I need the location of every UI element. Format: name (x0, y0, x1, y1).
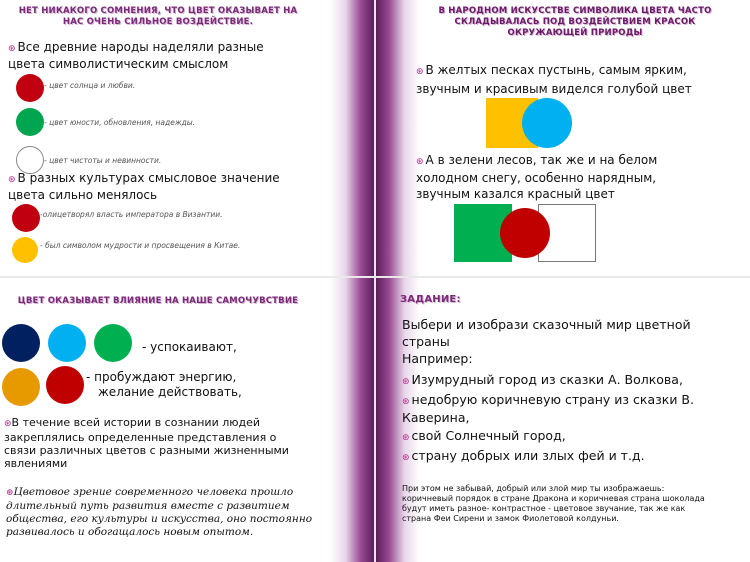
bullet-text: Все древние народы наделяли разные цвета символистическим смыслом (8, 40, 264, 71)
red-circle-2 (12, 204, 40, 232)
yellow-note: - был символом мудрости и просвещения в Китае. (40, 241, 241, 250)
white-note: - цвет чистоты и невинности. (44, 156, 162, 165)
bullet-cultures (8, 171, 298, 203)
slide-task (376, 278, 750, 562)
bullet-text: В разных культурах смысловое значение цвета сильно менялось (8, 171, 280, 202)
bullet-ancient-peoples (8, 40, 298, 72)
orange-circle (2, 368, 40, 406)
bullet-history (4, 416, 309, 470)
color-vision-text (6, 486, 316, 539)
list-item-text: недобрую коричневую страну из сказки В. Каверина, (402, 392, 694, 425)
bullet-text: В течение всей истории в сознании людей закреплялись определенные представления о связи различных цветов с разными жизненными явлениями (4, 416, 289, 470)
task-line-1: Выбери и изобрази сказочный мир цветной страны (402, 317, 691, 349)
bullet-marker-icon: ⊛ (8, 175, 16, 185)
green-note: - цвет юности, обновления, надежды. (44, 118, 196, 127)
slide-folk-art (376, 0, 750, 276)
list-item-text: страну добрых или злых фей и т.д. (411, 448, 645, 463)
slide-symbolism (0, 0, 374, 276)
list-item (402, 392, 702, 426)
bullet-deserts (416, 62, 706, 98)
green-circle (94, 324, 132, 362)
bullet-marker-icon: ⊛ (402, 397, 410, 407)
list-item (402, 428, 702, 446)
slide-title: НЕТ НИКАКОГО СОМНЕНИЯ, ЧТО ЦВЕТ ОКАЗЫВАЕТ НА НАС ОЧЕНЬ СИЛЬНОЕ ВОЗДЕЙСТВИЕ. (18, 6, 298, 27)
decorative-band (330, 0, 374, 276)
list-item-text: Изумрудный город из сказки А. Волкова, (411, 372, 683, 387)
red-circle (16, 74, 44, 102)
slide-title: ЗАДАНИЕ: (400, 294, 461, 305)
bullet-forests (416, 152, 706, 202)
green-circle (16, 108, 44, 136)
red-note: - цвет солнца и любви. (44, 81, 136, 90)
calm-label: - успокаивают, (142, 340, 237, 354)
list-item (402, 372, 702, 390)
bullet-marker-icon: ⊛ (402, 433, 410, 443)
task-footer: При этом не забывай, добрый или злой мир ты изображаешь: коричневый порядок в стране Дракона и коричневая страна шоколада будут иметь разное- контрастное - цветовое звучание, так же как страна Феи Сирени и замок Фиолетовой колдуньи. (402, 484, 705, 523)
bullet-marker-icon: ⊛ (416, 157, 424, 167)
red-note-2: -олицетворял власть императора в Византии. (40, 210, 223, 219)
yellow-circle (12, 237, 38, 263)
slide-wellbeing (0, 278, 374, 562)
decorative-band (330, 278, 374, 562)
slide-title: В НАРОДНОМ ИСКУССТВЕ СИМВОЛИКА ЦВЕТА ЧАСТО СКЛАДЫВАЛАСЬ ПОД ВОЗДЕЙСТВИЕМ КРАСОК ОКРУЖАЮЩЕЙ ПРИРОДЫ (438, 6, 712, 38)
red-circle (500, 208, 550, 258)
slide-title: ЦВЕТ ОКАЗЫВАЕТ ВЛИЯНИЕ НА НАШЕ САМОЧУВСТВИЕ (17, 296, 299, 306)
decorative-band (376, 0, 420, 276)
list-item-text: свой Солнечный город, (411, 428, 566, 443)
blue-circle (522, 98, 572, 148)
white-circle (16, 146, 44, 174)
bullet-marker-icon: ⊛ (402, 377, 410, 387)
blue-circle (48, 324, 86, 362)
bullet-text: В желтых песках пустынь, самым ярким, звучным и красивым виделся голубой цвет (416, 63, 692, 96)
energy-label: - пробуждают энергию, (86, 370, 237, 384)
energy-label-2: желание действовать, (98, 385, 242, 399)
italic-text: Цветовое зрение современного человека прошло длительный путь развития вместе с развитием общества, его культуры и искусства, оно постоянно развивалось и обогащалось новым опытом. (6, 486, 313, 538)
red-circle (46, 366, 84, 404)
bullet-marker-icon: ⊛ (6, 488, 14, 498)
bullet-marker-icon: ⊛ (8, 44, 16, 54)
bullet-marker-icon: ⊛ (416, 67, 424, 77)
task-line-2: Например: (402, 351, 473, 366)
bullet-text: А в зелени лесов, так же и на белом холодном снегу, особенно нарядным, звучным казался красный цвет (416, 153, 658, 201)
list-item (402, 448, 702, 466)
bullet-marker-icon: ⊛ (4, 419, 12, 429)
navy-circle (2, 324, 40, 362)
bullet-marker-icon: ⊛ (402, 453, 410, 463)
